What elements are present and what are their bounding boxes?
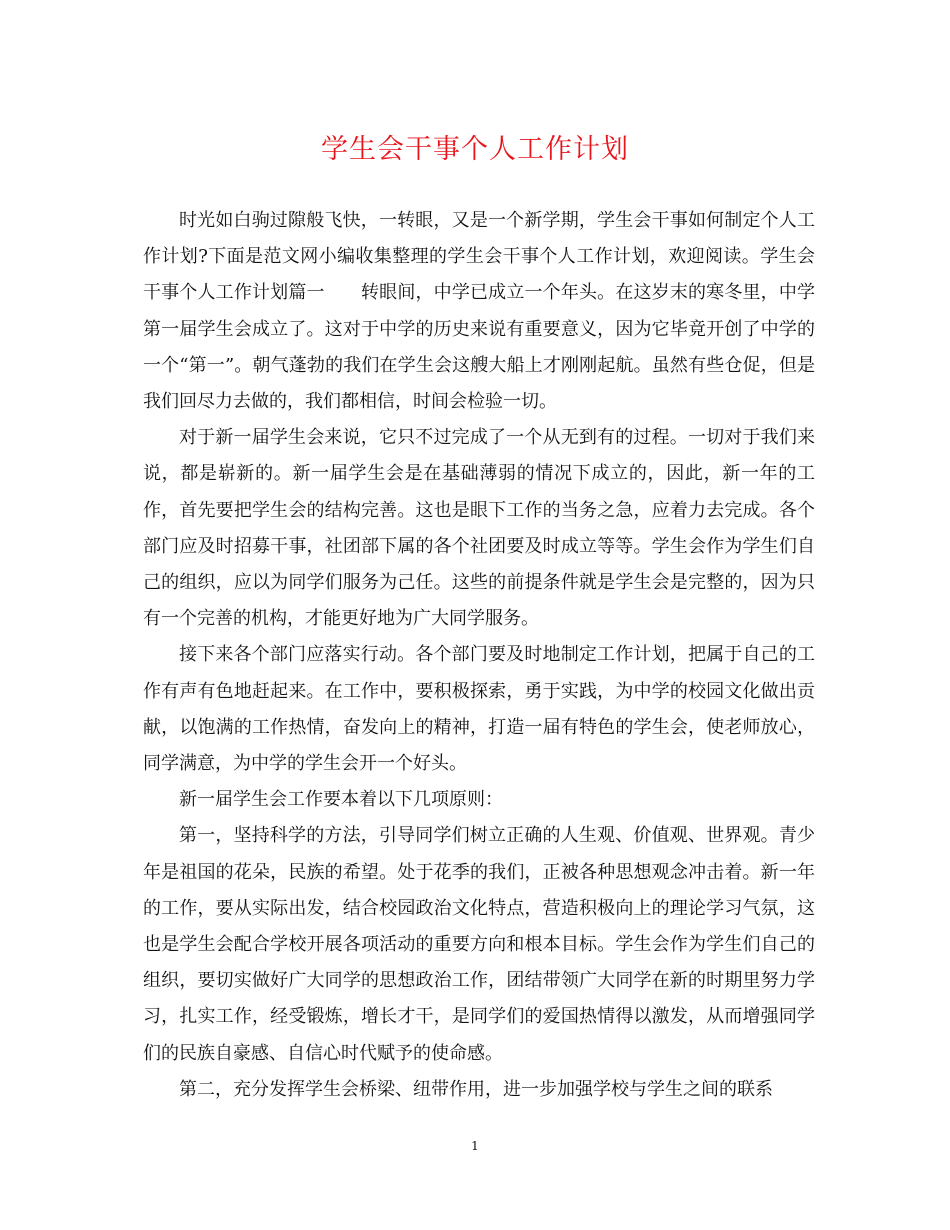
paragraph: 第二，充分发挥学生会桥梁、纽带作用，进一步加强学校与学生之间的联系: [179, 1078, 773, 1100]
document-title: 学生会干事个人工作计划: [321, 134, 629, 165]
paragraph: 第一，坚持科学的方法，引导同学们树立正确的人生观、价值观、世界观。青少年是祖国的花朵，民族的希望。处于花季的我们，正被各种思想观念冲击着。新一年的工作，要从实际出发，结合校园政治文化特点，营造积极向上的理论学习气氛，这也是学生会配合学校开展各项活动的重要方向和根本目标。学生会作为学生们自己的组织，要切实做好广大同学的思想政治工作，团结带领广大同学在新的时期里努力学习，扎实工作，经受锻炼，增长才干，是同学们的爱国热情得以激发，从而增强同学们的民族自豪感、自信心时代赋予的使命感。: [143, 825, 815, 1064]
paragraph: 时光如白驹过隙般飞快，一转眼，又是一个新学期，学生会干事如何制定个人工作计划?下面是范文网小编收集整理的学生会干事个人工作计划，欢迎阅读。学生会干事个人工作计划篇一 转眼间，中学已成立一个年头。在这岁末的寒冬里，中学第一届学生会成立了。这对于中学的历史来说有重要意义，因为它毕竟开创了中学的一个“第一”。朝气蓬勃的我们在学生会这艘大船上才刚刚起航。虽然有些仓促，但是我们回尽力去做的，我们都相信，时间会检验一切。: [143, 210, 815, 413]
paragraph: 新一届学生会工作要本着以下几项原则：: [179, 789, 503, 811]
document-body: [143, 203, 815, 1108]
page-number: 1: [471, 1139, 479, 1153]
paragraph: 接下来各个部门应落实行动。各个部门要及时地制定工作计划，把属于自己的工作有声有色地赶起来。在工作中，要积极探索，勇于实践，为中学的校园文化做出贡献，以饱满的工作热情，奋发向上的精神，打造一届有特色的学生会，使老师放心，同学满意，为中学的学生会开一个好头。: [143, 644, 815, 775]
paragraph: 对于新一届学生会来说，它只不过完成了一个从无到有的过程。一切对于我们来说，都是崭新的。新一届学生会是在基础薄弱的情况下成立的，因此，新一年的工作，首先要把学生会的结构完善。这也是眼下工作的当务之急，应着力去完成。各个部门应及时招募干事，社团部下属的各个社团要及时成立等等。学生会作为学生们自己的组织，应以为同学们服务为己任。这些的前提条件就是学生会是完整的，因为只有一个完善的机构，才能更好地为广大同学服务。: [143, 427, 815, 630]
